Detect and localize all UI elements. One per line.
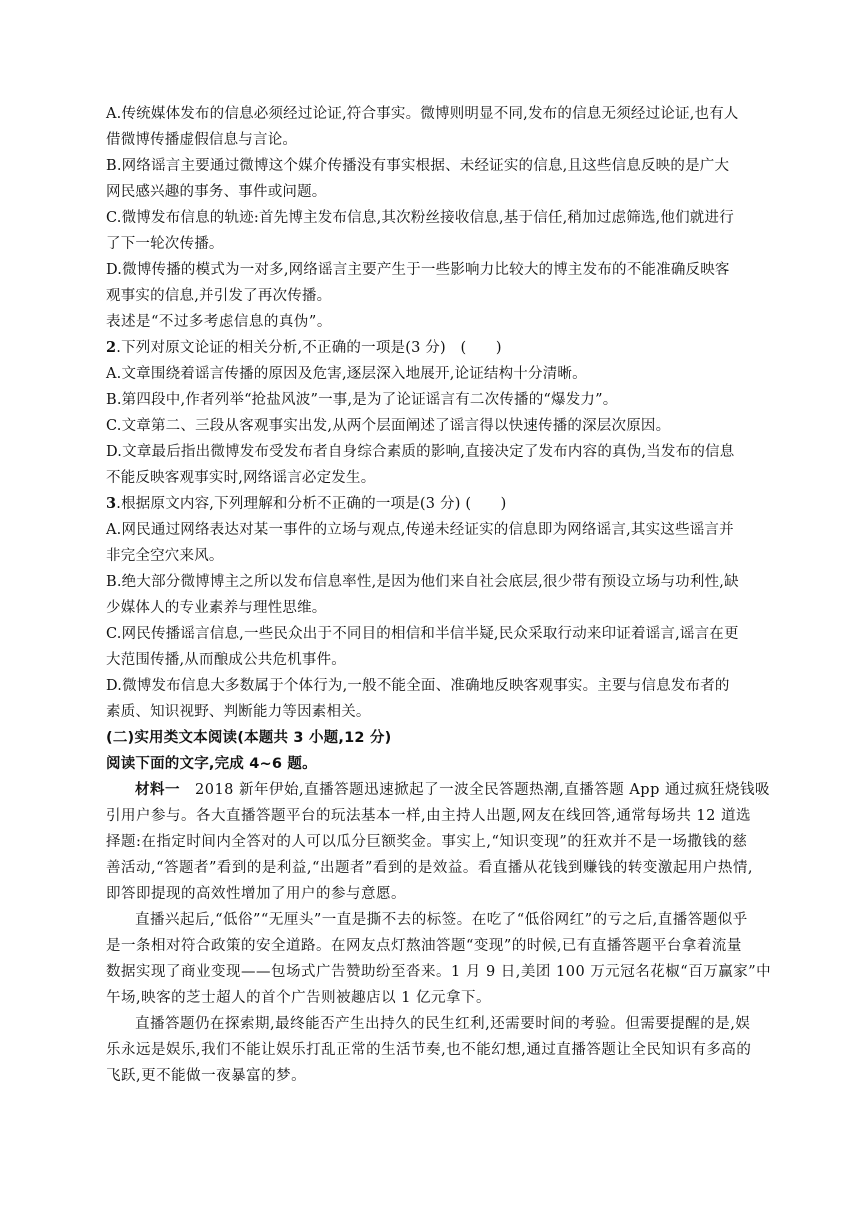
material1-p1-line2: 引用户参与。各大直播答题平台的玩法基本一样,由主持人出题,网友在线回答,通常每场共 12 道选 [106, 808, 751, 824]
q1-option-d-line1: D.微博传播的模式为一对多,网络谣言主要产生于一些影响力比较大的博主发布的不能准确反映客 [106, 262, 730, 278]
material1-p3-line3: 飞跃,更不能做一夜暴富的梦。 [106, 1068, 307, 1084]
q3-option-d-line1: D.微博发布信息大多数属于个体行为,一般不能全面、准确地反映客观事实。主要与信息发布者的 [106, 678, 730, 694]
question-2-number: 2 [106, 339, 117, 356]
q3-option-a-line1: A.网民通过网络表达对某一事件的立场与观点,传递未经证实的信息即为网络谣言,其实这些谣言并 [106, 522, 734, 538]
q1-option-c-line2: 了下一轮次传播。 [106, 236, 224, 252]
q3-option-b-line2: 少媒体人的专业素养与理性思维。 [106, 600, 327, 616]
material1-p2-line2: 是一条相对符合政策的安全道路。在网友点灯熬油答题“变现”的时候,已有直播答题平台拿着流量 [106, 938, 742, 954]
q1-option-c-line1: C.微博发布信息的轨迹:首先博主发布信息,其次粉丝接收信息,基于信任,稍加过虑筛选,他们就进行 [106, 210, 734, 226]
q3-option-c-line1: C.网民传播谣言信息,一些民众出于不同目的相信和半信半疑,民众采取行动来印证着谣言,谣言在更 [106, 626, 739, 642]
q1-option-a-line2: 借微博传播虚假信息与言论。 [106, 132, 298, 148]
q2-option-b: B.第四段中,作者列举“抢盐风波”一事,是为了论证谣言有二次传播的“爆发力”。 [106, 392, 618, 408]
material1-p1-line4: 善活动,“答题者”看到的是利益,“出题者”看到的是效益。看直播从花钱到赚钱的转变激起用户热情, [106, 860, 753, 876]
question-2-text: .下列对原文论证的相关分析,不正确的一项是(3 分) ( ) [116, 340, 502, 356]
material1-p1-line1 [106, 777, 770, 803]
q1-option-d-line2: 观事实的信息,并引发了再次传播。 [106, 288, 332, 304]
q2-option-c: C.文章第二、三段从客观事实出发,从两个层面阐述了谣言得以快速传播的深层次原因。 [106, 418, 671, 434]
q2-option-a: A.文章围绕着谣言传播的原因及危害,逐层深入地展开,论证结构十分清晰。 [106, 366, 587, 382]
material1-p2-line4: 午场,映客的芝士超人的首个广告则被趣店以 1 亿元拿下。 [106, 990, 492, 1006]
material1-p3-line2: 乐永远是娱乐,我们不能让娱乐打乱正常的生活节奏,也不能幻想,通过直播答题让全民知识有多高的 [106, 1042, 752, 1058]
q2-option-d-line2: 不能反映客观事实时,网络谣言必定发生。 [106, 470, 376, 486]
material1-p2-line1: 直播兴起后,“低俗”“无厘头”一直是撕不去的标签。在吃了“低俗网红”的亏之后,直播答题似乎 [135, 912, 748, 928]
answer-note: 表述是“不过多考虑信息的真伪”。 [106, 314, 332, 330]
question-3-text: .根据原文内容,下列理解和分析不正确的一项是(3 分) ( ) [116, 496, 507, 512]
q3-option-d-line2: 素质、知识视野、判断能力等因素相关。 [106, 704, 371, 720]
material1-p1-line5: 即答即提现的高效性增加了用户的参与意愿。 [106, 886, 406, 902]
q1-option-b-line2: 网民感兴趣的事务、事件或问题。 [106, 184, 327, 200]
material1-p2-line3: 数据实现了商业变现——包场式广告赞助纷至沓来。1 月 9 日,美团 100 万元冠名花椒“百万赢家”中 [106, 964, 772, 980]
question-3-number: 3 [106, 495, 117, 512]
section-instruction: 阅读下面的文字,完成 4~6 题。 [106, 756, 317, 772]
q3-option-b-line1: B.绝大部分微博博主之所以发布信息率性,是因为他们来自社会底层,很少带有预设立场与功利性,缺 [106, 574, 739, 590]
question-3-stem [106, 491, 770, 517]
q3-option-c-line2: 大范围传播,从而酿成公共危机事件。 [106, 652, 347, 668]
material1-p1-line3: 择题:在指定时间内全答对的人可以瓜分巨额奖金。事实上,“知识变现”的狂欢并不是一场撒钱的慈 [106, 834, 748, 850]
section-heading: (二)实用类文本阅读(本题共 3 小题,12 分) [106, 730, 392, 746]
q3-option-a-line2: 非完全空穴来风。 [106, 548, 224, 564]
q2-option-d-line1: D.文章最后指出微博发布受发布者自身综合素质的影响,直接决定了发布内容的真伪,当发布的信息 [106, 444, 735, 460]
q1-option-b-line1: B.网络谣言主要通过微博这个媒介传播没有事实根据、未经证实的信息,且这些信息反映的是广大 [106, 158, 730, 174]
q1-option-a-line1: A.传统媒体发布的信息必须经过论证,符合事实。微博则明显不同,发布的信息无须经过论证,也有人 [106, 106, 739, 122]
question-2-stem [106, 335, 770, 361]
material1-p3-line1: 直播答题仍在探索期,最终能否产生出持久的民生红利,还需要时间的考验。但需要提醒的是,娱 [135, 1016, 751, 1032]
material1-label: 材料一 [135, 782, 180, 798]
material1-p1-line1-text: 2018 新年伊始,直播答题迅速掀起了一波全民答题热潮,直播答题 App 通过疯狂烧钱吸 [180, 782, 770, 798]
